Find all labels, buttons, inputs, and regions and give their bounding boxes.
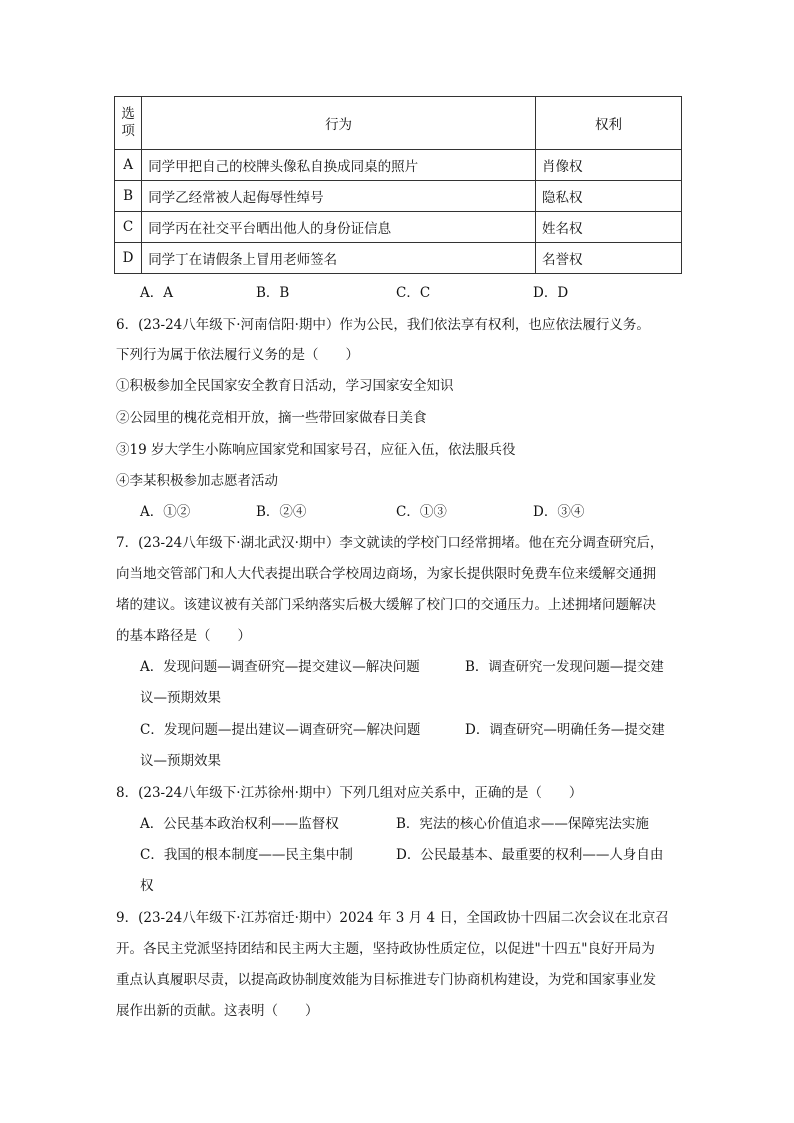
table-row	[115, 212, 682, 243]
q7-option-c: C．发现问题—提出建议—调查研究—解决问题	[140, 722, 421, 738]
choice-d: D．D	[533, 285, 569, 301]
q6-stem-line: 下列行为属于依法履行义务的是（ ）	[116, 347, 359, 363]
row-right: 姓名权	[535, 212, 681, 243]
row-right: 隐私权	[535, 181, 681, 212]
q5-choices	[0, 283, 794, 303]
q8-option-d-cont: 权	[140, 878, 154, 894]
q7-stem-line: 7．(23-24八年级下·湖北武汉·期中）李文就读的学校门口经常拥堵。他在充分调查研究后，	[116, 535, 664, 551]
q7-stem-line: 堵的建议。该建议被有关部门采纳落实后极大缓解了校门口的交通压力。上述拥堵问题解决	[116, 597, 656, 613]
choice-b: B．②④	[256, 504, 307, 520]
table-row	[115, 243, 682, 274]
q7-option-d-cont: 议—预期效果	[140, 753, 221, 769]
q6-item: ③19 岁大学生小陈响应国家党和国家号召，应征入伍，依法服兵役	[116, 442, 516, 458]
row-action: 同学丙在社交平台晒出他人的身份证信息	[142, 212, 536, 243]
row-option: C	[115, 212, 142, 243]
q8-option-a: A．公民基本政治权利——监督权	[140, 816, 339, 832]
q6-item: ②公园里的槐花竞相开放，摘一些带回家做春日美食	[116, 410, 427, 426]
q8-option-c: C．我国的根本制度——民主集中制	[140, 847, 353, 863]
row-right: 名誉权	[535, 243, 681, 274]
q9-stem-line: 展作出新的贡献。这表明（ ）	[116, 1003, 319, 1019]
choice-c: C．C	[396, 285, 431, 301]
q9-stem-line: 重点认真履职尽责，以提高政协制度效能为目标推进专门协商机构建设，为党和国家事业发	[116, 972, 656, 988]
row-option: A	[115, 150, 142, 181]
row-right: 肖像权	[535, 150, 681, 181]
q6-choices	[0, 502, 794, 522]
row-action: 同学乙经常被人起侮辱性绰号	[142, 181, 536, 212]
q7-stem-line: 的基本路径是（ ）	[116, 628, 251, 644]
row-option: D	[115, 243, 142, 274]
q9-stem-line: 开。各民主党派坚持团结和民主两大主题，坚持政协性质定位，以促进"十四五"良好开局为	[116, 941, 655, 957]
header-option: 选项	[115, 97, 142, 150]
q7-stem-line: 向当地交管部门和人大代表提出联合学校周边商场，为家长提供限时免费车位来缓解交通拥	[116, 566, 656, 582]
table-row	[115, 150, 682, 181]
q9-stem-line: 9．(23-24八年级下·江苏宿迁·期中）2024 年 3 月 4 日，全国政协十四届二次会议在北京召	[116, 910, 669, 926]
row-action: 同学丁在请假条上冒用老师签名	[142, 243, 536, 274]
choice-a: A．A	[140, 285, 173, 301]
header-action: 行为	[142, 97, 536, 150]
q8-option-d: D．公民最基本、最重要的权利——人身自由	[396, 847, 664, 863]
q7-option-b: B．调查研究一发现问题—提交建	[465, 659, 664, 675]
choice-a: A．①②	[140, 504, 191, 520]
q7-option-d: D．调查研究—明确任务—提交建	[465, 722, 665, 738]
table-row	[115, 181, 682, 212]
q6-item: ④李某积极参加志愿者活动	[116, 473, 278, 489]
q8-option-b: B．宪法的核心价值追求——保障宪法实施	[396, 816, 649, 832]
q6-item: ①积极参加全民国家安全教育日活动，学习国家安全知识	[116, 378, 454, 394]
table-header-row	[115, 97, 682, 150]
row-action: 同学甲把自己的校牌头像私自换成同桌的照片	[142, 150, 536, 181]
header-right: 权利	[535, 97, 681, 150]
options-table	[114, 96, 682, 274]
choice-b: B．B	[256, 285, 290, 301]
q7-option-b-cont: 议—预期效果	[140, 690, 221, 706]
q6-stem-line: 6．(23-24八年级下·河南信阳·期中）作为公民，我们依法享有权利，也应依法履行义务。	[116, 317, 650, 333]
q7-option-a: A．发现问题—调查研究—提交建议—解决问题	[140, 659, 420, 675]
q8-stem-line: 8．(23-24八年级下·江苏徐州·期中）下列几组对应关系中，正确的是（ ）	[116, 785, 583, 801]
row-option: B	[115, 181, 142, 212]
choice-c: C．①③	[396, 504, 447, 520]
choice-d: D．③④	[533, 504, 585, 520]
